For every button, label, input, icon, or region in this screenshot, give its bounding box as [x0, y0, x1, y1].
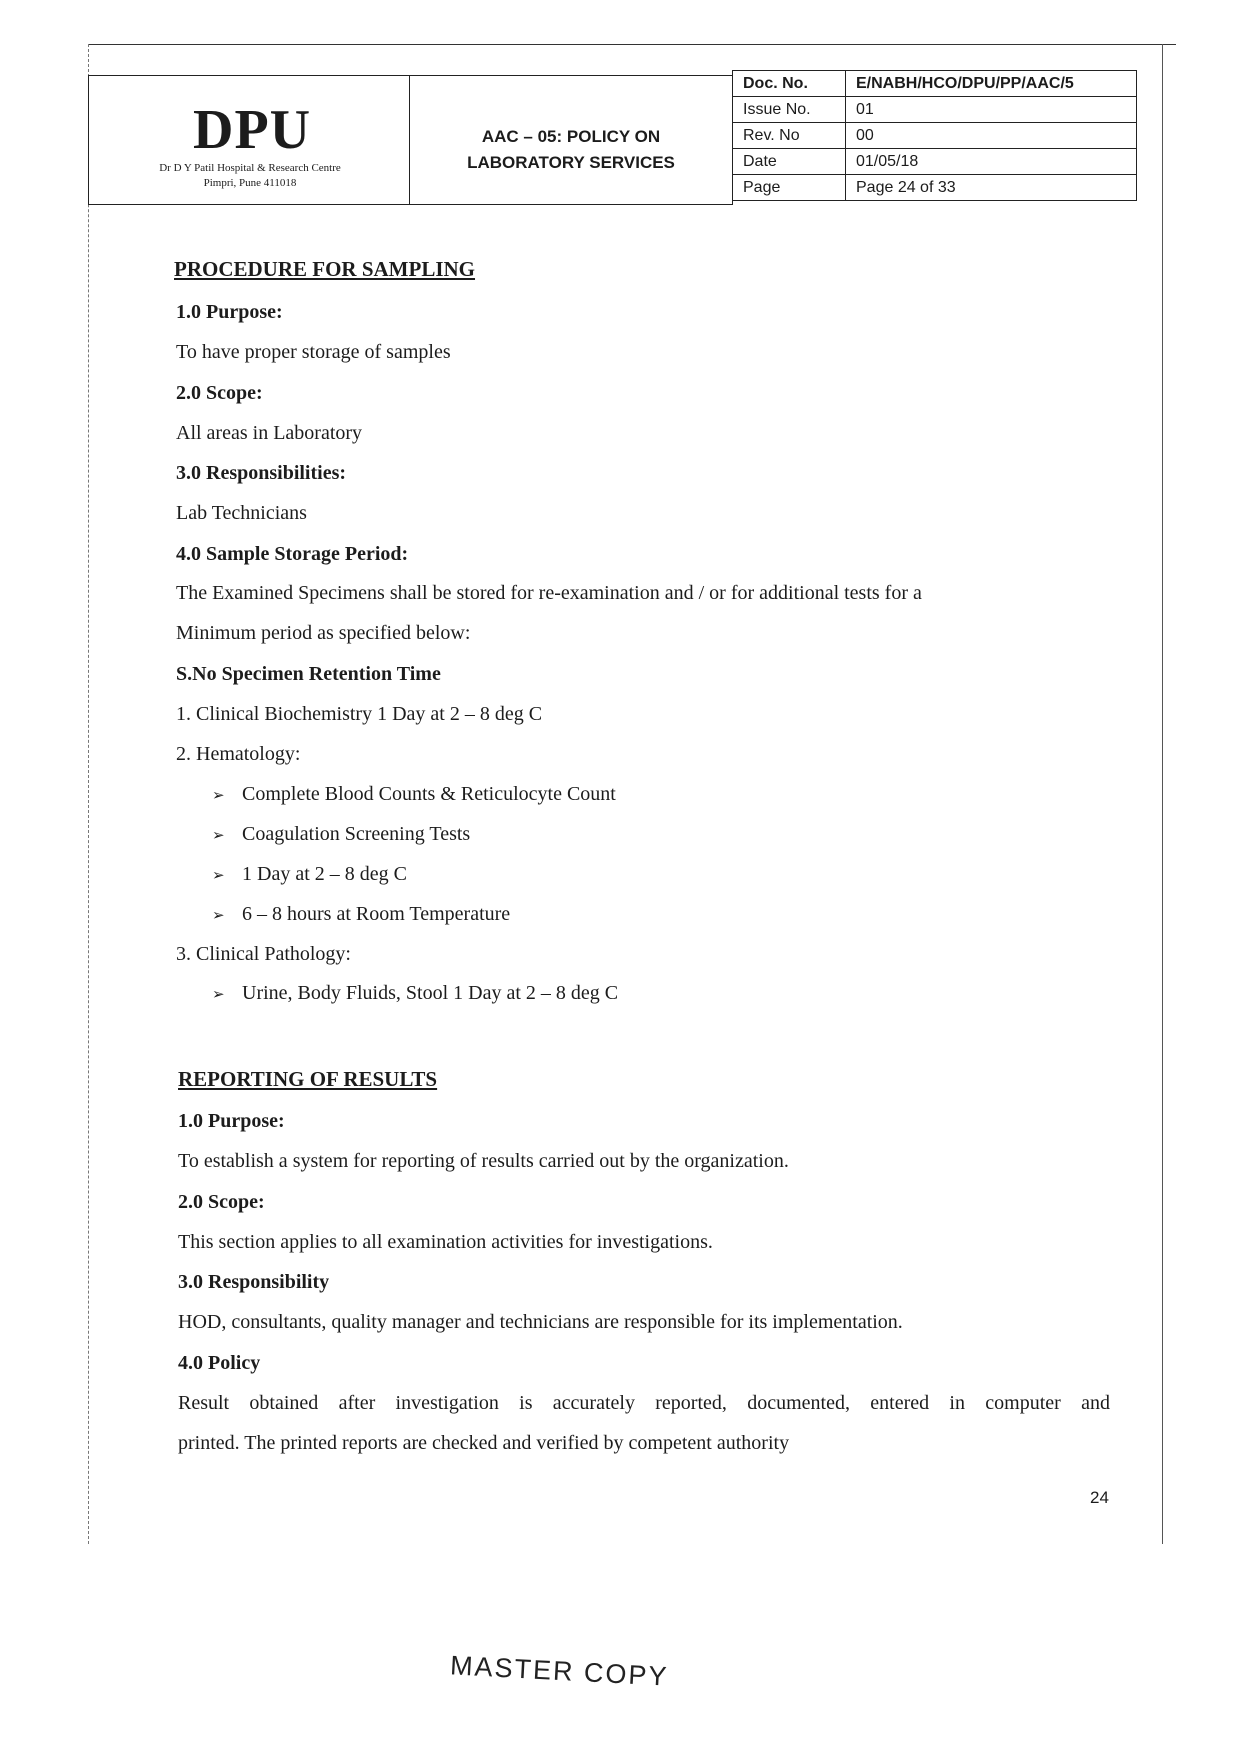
retention-table-heading: S.No Specimen Retention Time — [176, 663, 441, 685]
list-item — [212, 903, 510, 926]
page-border-top — [88, 44, 1176, 45]
sampling-purpose-heading: 1.0 Purpose: — [176, 301, 283, 323]
sampling-scope-text: All areas in Laboratory — [176, 422, 363, 444]
arrow-bullet-icon: ➢ — [212, 866, 225, 884]
title-cell — [409, 75, 733, 205]
arrow-bullet-icon: ➢ — [212, 906, 225, 924]
retention-item-2: 2. Hematology: — [176, 743, 301, 765]
reporting-purpose-text: To establish a system for reporting of results carried out by the organization. — [178, 1150, 789, 1172]
reporting-scope-text: This section applies to all examination activities for investigations. — [178, 1231, 713, 1253]
sampling-responsibilities-heading: 3.0 Responsibilities: — [176, 462, 347, 484]
org-address: Pimpri, Pune 411018 — [203, 177, 297, 189]
document-meta-table — [732, 70, 1137, 201]
meta-value: E/NABH/HCO/DPU/PP/AAC/5 — [846, 71, 1137, 97]
dpu-logo: DPU — [193, 99, 312, 161]
list-item — [212, 863, 407, 886]
storage-period-text-2: Minimum period as specified below: — [176, 622, 471, 644]
meta-key: Issue No. — [733, 97, 846, 123]
list-item — [212, 823, 470, 846]
page-number: 24 — [1090, 1488, 1109, 1507]
logo-cell — [88, 75, 410, 205]
reporting-policy-text-1: Result obtained after investigation is accurately reported, documented, entered in computer and — [178, 1392, 1110, 1414]
meta-key: Page — [733, 175, 846, 201]
meta-key: Doc. No. — [733, 71, 846, 97]
arrow-bullet-icon: ➢ — [212, 786, 225, 804]
list-item-text: 6 – 8 hours at Room Temperature — [242, 903, 511, 925]
document-title-line2: LABORATORY SERVICES — [467, 153, 675, 172]
meta-value: 00 — [846, 123, 1137, 149]
sampling-purpose-text: To have proper storage of samples — [176, 341, 451, 363]
list-item — [212, 783, 616, 806]
list-item-text: 1 Day at 2 – 8 deg C — [242, 863, 407, 885]
meta-row — [733, 175, 1137, 201]
document-title-line1: AAC – 05: POLICY ON — [481, 127, 661, 146]
arrow-bullet-icon: ➢ — [212, 985, 225, 1003]
reporting-responsibility-text: HOD, consultants, quality manager and technicians are responsible for its implementation. — [178, 1311, 903, 1333]
reporting-purpose-heading: 1.0 Purpose: — [178, 1110, 285, 1132]
org-name: Dr D Y Patil Hospital & Research Centre — [159, 162, 341, 174]
list-item-text: Complete Blood Counts & Reticulocyte Count — [242, 783, 616, 805]
reporting-policy-heading: 4.0 Policy — [178, 1352, 261, 1374]
meta-row — [733, 71, 1137, 97]
meta-row — [733, 123, 1137, 149]
retention-item-1: 1. Clinical Biochemistry 1 Day at 2 – 8 deg C — [176, 703, 543, 725]
storage-period-text-1: The Examined Specimens shall be stored for re-examination and / or for additional tests for a — [176, 582, 922, 604]
meta-key: Date — [733, 149, 846, 175]
storage-period-heading: 4.0 Sample Storage Period: — [176, 543, 409, 565]
document-header — [88, 70, 1148, 208]
document-title — [409, 124, 733, 176]
reporting-responsibility-heading: 3.0 Responsibility — [178, 1271, 330, 1293]
retention-item-3: 3. Clinical Pathology: — [176, 943, 351, 965]
reporting-scope-heading: 2.0 Scope: — [178, 1191, 265, 1213]
sampling-scope-heading: 2.0 Scope: — [176, 382, 263, 404]
page-border-right — [1162, 44, 1163, 1544]
page-border-left — [88, 44, 89, 1544]
list-item-text: Coagulation Screening Tests — [242, 823, 471, 845]
meta-value: 01 — [846, 97, 1137, 123]
arrow-bullet-icon: ➢ — [212, 826, 225, 844]
meta-value: 01/05/18 — [846, 149, 1137, 175]
list-item — [212, 982, 618, 1005]
list-item-text: Urine, Body Fluids, Stool 1 Day at 2 – 8 deg C — [242, 982, 619, 1004]
meta-key: Rev. No — [733, 123, 846, 149]
meta-row — [733, 97, 1137, 123]
section-title-sampling: PROCEDURE FOR SAMPLING — [174, 257, 476, 281]
reporting-policy-text-2: printed. The printed reports are checked and verified by competent authority — [178, 1432, 790, 1454]
meta-value: Page 24 of 33 — [846, 175, 1137, 201]
sampling-responsibilities-text: Lab Technicians — [176, 502, 307, 524]
meta-row — [733, 149, 1137, 175]
section-title-reporting: REPORTING OF RESULTS — [178, 1067, 438, 1091]
master-copy-stamp: MASTER COPY — [449, 1650, 670, 1692]
